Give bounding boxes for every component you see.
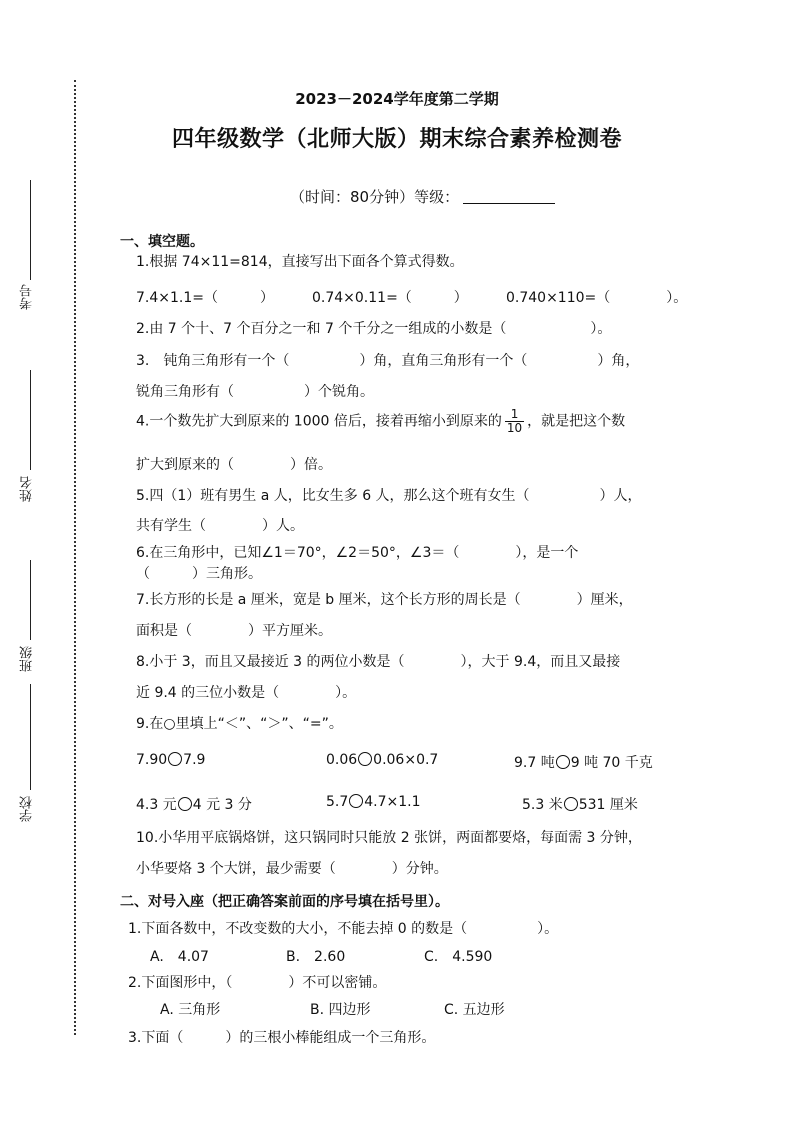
compare-item (514, 752, 653, 772)
school-underline (30, 740, 31, 790)
compare-left: 5.7 (326, 794, 349, 810)
s2-q2-text: 2.下面图形中，（ ）不可以密铺。 (128, 975, 387, 991)
binding-strip (0, 0, 80, 1123)
compare-circle-icon[interactable] (358, 752, 372, 766)
s2-q1-text: 1.下面各数中，不改变数的大小，不能去掉 0 的数是（ ）。 (128, 921, 559, 937)
q4-post: ，就是把这个数 (527, 413, 626, 430)
compare-right: 4 元 3 分 (192, 797, 252, 813)
exam-number-underline (30, 180, 31, 280)
q7-line1: 7.长方形的长是 a 厘米，宽是 b 厘米，这个长方形的周长是（ ）厘米， (136, 592, 633, 608)
name-underline (30, 370, 31, 470)
fraction-numerator: 1 (505, 408, 524, 422)
compare-item (326, 794, 421, 810)
time-grade-label: （时间：80分钟）等级： (290, 188, 460, 206)
class-underline-2 (30, 684, 31, 740)
q3-line1: 3. 钝角三角形有一个（ ）角，直角三角形有一个（ ）角， (136, 353, 640, 369)
class-underline (30, 560, 31, 640)
q2-text: 2.由 7 个十、7 个百分之一和 7 个千分之一组成的小数是（ ）。 (136, 321, 612, 337)
s2-q2-option-a[interactable]: A. 三角形 (160, 1002, 221, 1018)
q10-line1: 10.小华用平底锅烙饼，这只锅同时只能放 2 张饼，两面都要烙，每面需 3 分钟， (136, 830, 642, 846)
q4-line2: 扩大到原来的（ ）倍。 (136, 457, 332, 473)
compare-circle-icon[interactable] (168, 752, 182, 766)
q8-line1: 8.小于 3，而且又最接近 3 的两位小数是（ ），大于 9.4，而且又最接 (136, 654, 621, 670)
class-label: 班级 (20, 646, 35, 672)
compare-left: 5.3 米 (522, 797, 563, 813)
school-field[interactable] (18, 740, 40, 840)
compare-right: 0.06×0.7 (373, 752, 439, 768)
q8-line2: 近 9.4 的三位小数是（ ）。 (136, 685, 357, 701)
compare-item (136, 794, 252, 814)
q4-pre: 4.一个数先扩大到原来的 1000 倍后，接着再缩小到原来的 (136, 413, 502, 430)
q1b-text: 0.74×0.11=（ ） (312, 290, 468, 306)
compare-right: 531 厘米 (578, 797, 638, 813)
compare-circle-icon[interactable] (564, 797, 578, 811)
dotted-cut-line (74, 80, 76, 1035)
exam-title: 四年级数学（北师大版）期末综合素养检测卷 (171, 127, 622, 152)
exam-number-field[interactable] (18, 180, 40, 340)
compare-right: 7.9 (183, 752, 206, 768)
s2-q1-option-a[interactable]: A. 4.07 (150, 949, 209, 965)
q1-text: 1.根据 74×11=814，直接写出下面各个算式得数。 (136, 254, 464, 270)
q1a-text: 7.4×1.1=（ ） (136, 290, 274, 306)
q6-line1: 6.在三角形中，已知∠1＝70°，∠2＝50°，∠3＝（ ），是一个 (136, 545, 579, 561)
name-label: 姓名 (20, 476, 35, 502)
q9-text: 9.在○里填上“＜”、“＞”、“=”。 (136, 716, 343, 732)
exam-number-label: 考号 (20, 284, 35, 310)
section2-title: 二、对号入座（把正确答案前面的序号填在括号里）。 (120, 894, 449, 910)
compare-left: 4.3 元 (136, 797, 177, 813)
s2-q1-option-c[interactable]: C. 4.590 (424, 949, 493, 965)
compare-item (522, 794, 638, 814)
school-year: 2023－2024学年度第二学期 (295, 90, 499, 108)
q4-line1 (136, 408, 625, 435)
compare-circle-icon[interactable] (349, 794, 363, 808)
q1c-text: 0.740×110=（ ）。 (506, 290, 688, 306)
compare-item (326, 752, 438, 768)
school-label: 学校 (20, 796, 35, 822)
s2-q2-option-b[interactable]: B. 四边形 (310, 1002, 371, 1018)
q3-line2: 锐角三角形有（ ）个锐角。 (136, 384, 374, 400)
compare-right: 9 吨 70 千克 (570, 755, 653, 771)
q5-line2: 共有学生（ ）人。 (136, 518, 304, 534)
grade-blank[interactable] (463, 189, 555, 204)
fraction-denominator: 10 (506, 421, 523, 435)
name-field[interactable] (18, 370, 40, 550)
q10-line2: 小华要烙 3 个大饼，最少需要（ ）分钟。 (136, 861, 448, 877)
compare-item (136, 752, 205, 768)
compare-left: 7.90 (136, 752, 168, 768)
s2-q2-option-c[interactable]: C. 五边形 (444, 1002, 505, 1018)
compare-right: 4.7×1.1 (364, 794, 421, 810)
section1-title: 一、填空题。 (120, 234, 204, 250)
class-field[interactable] (18, 560, 40, 740)
compare-left: 9.7 吨 (514, 755, 555, 771)
fraction-one-tenth (505, 408, 524, 435)
time-grade-line (290, 186, 555, 207)
s2-q1-option-b[interactable]: B. 2.60 (286, 949, 346, 965)
s2-q3-text: 3.下面（ ）的三根小棒能组成一个三角形。 (128, 1030, 436, 1046)
q6-line2: （ ）三角形。 (136, 566, 262, 582)
compare-circle-icon[interactable] (556, 755, 570, 769)
q7-line2: 面积是（ ）平方厘米。 (136, 623, 332, 639)
compare-left: 0.06 (326, 752, 358, 768)
compare-circle-icon[interactable] (178, 797, 192, 811)
q5-line1: 5.四（1）班有男生 a 人，比女生多 6 人，那么这个班有女生（ ）人， (136, 488, 642, 504)
